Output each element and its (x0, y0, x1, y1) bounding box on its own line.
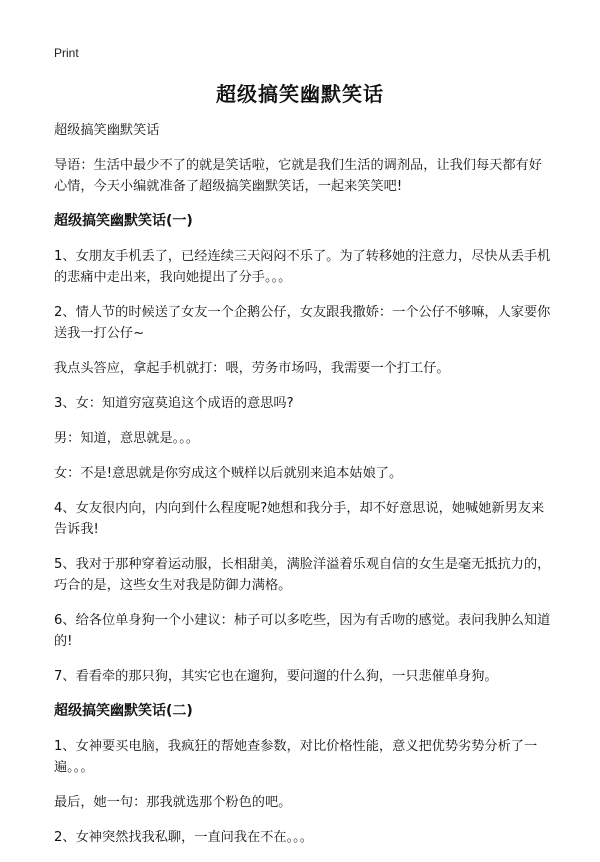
joke-paragraph: 4、女友很内向，内向到什么程度呢?她想和我分手，却不好意思说，她喊她新男友来告诉我! (54, 501, 545, 537)
article-body (54, 120, 554, 862)
joke-paragraph: 我点头答应，拿起手机就打：喂，劳务市场吗，我需要一个打工仔。 (54, 361, 450, 376)
joke-paragraph: 6、给各位单身狗一个小建议：柿子可以多吃些，因为有舌吻的感觉。表问我肿么知道的! (54, 613, 551, 649)
section-heading-1: 超级搞笑幽默笑话(一) (54, 213, 193, 229)
article-intro: 导语：生活中最少不了的就是笑话啦，它就是我们生活的调剂品，让我们每天都有好心情，今天小编就准备了超级搞笑幽默笑话，一起来笑笑吧! (54, 158, 542, 194)
article-subtitle: 超级搞笑幽默笑话 (54, 123, 160, 138)
joke-paragraph: 2、女神突然找我私聊，一直问我在不在。。。 (54, 830, 313, 845)
joke-paragraph: 女：不是!意思就是你穷成这个贼样以后就别来追本姑娘了。 (54, 466, 403, 481)
joke-paragraph: 1、女朋友手机丢了，已经连续三天闷闷不乐了。为了转移她的注意力，尽快从丢手机的悲痛中走出来，我向她提出了分手。。。 (54, 249, 551, 285)
joke-paragraph: 3、女：知道穷寇莫追这个成语的意思吗? (54, 396, 294, 411)
print-link[interactable]: Print (54, 46, 79, 60)
section-heading-2: 超级搞笑幽默笑话(二) (54, 703, 193, 719)
page-title: 超级搞笑幽默笑话 (216, 82, 384, 106)
joke-paragraph: 1、女神要买电脑，我疯狂的帮她查参数，对比价格性能，意义把优势劣势分析了一遍。。。 (54, 739, 538, 775)
joke-paragraph: 男：知道，意思就是。。。 (54, 431, 200, 446)
joke-paragraph: 5、我对于那种穿着运动服，长相甜美，满脸洋溢着乐观自信的女生是毫无抵抗力的，巧合的是，这些女生对我是防御力满格。 (54, 557, 551, 593)
joke-paragraph: 2、情人节的时候送了女友一个企鹅公仔，女友跟我撒娇：一个公仔不够嘛，人家要你送我一打公仔~ (54, 305, 551, 341)
joke-paragraph: 7、看看牵的那只狗，其实它也在遛狗，要问遛的什么狗，一只悲催单身狗。 (54, 669, 498, 684)
joke-paragraph: 最后，她一句：那我就选那个粉色的吧。 (54, 795, 292, 810)
